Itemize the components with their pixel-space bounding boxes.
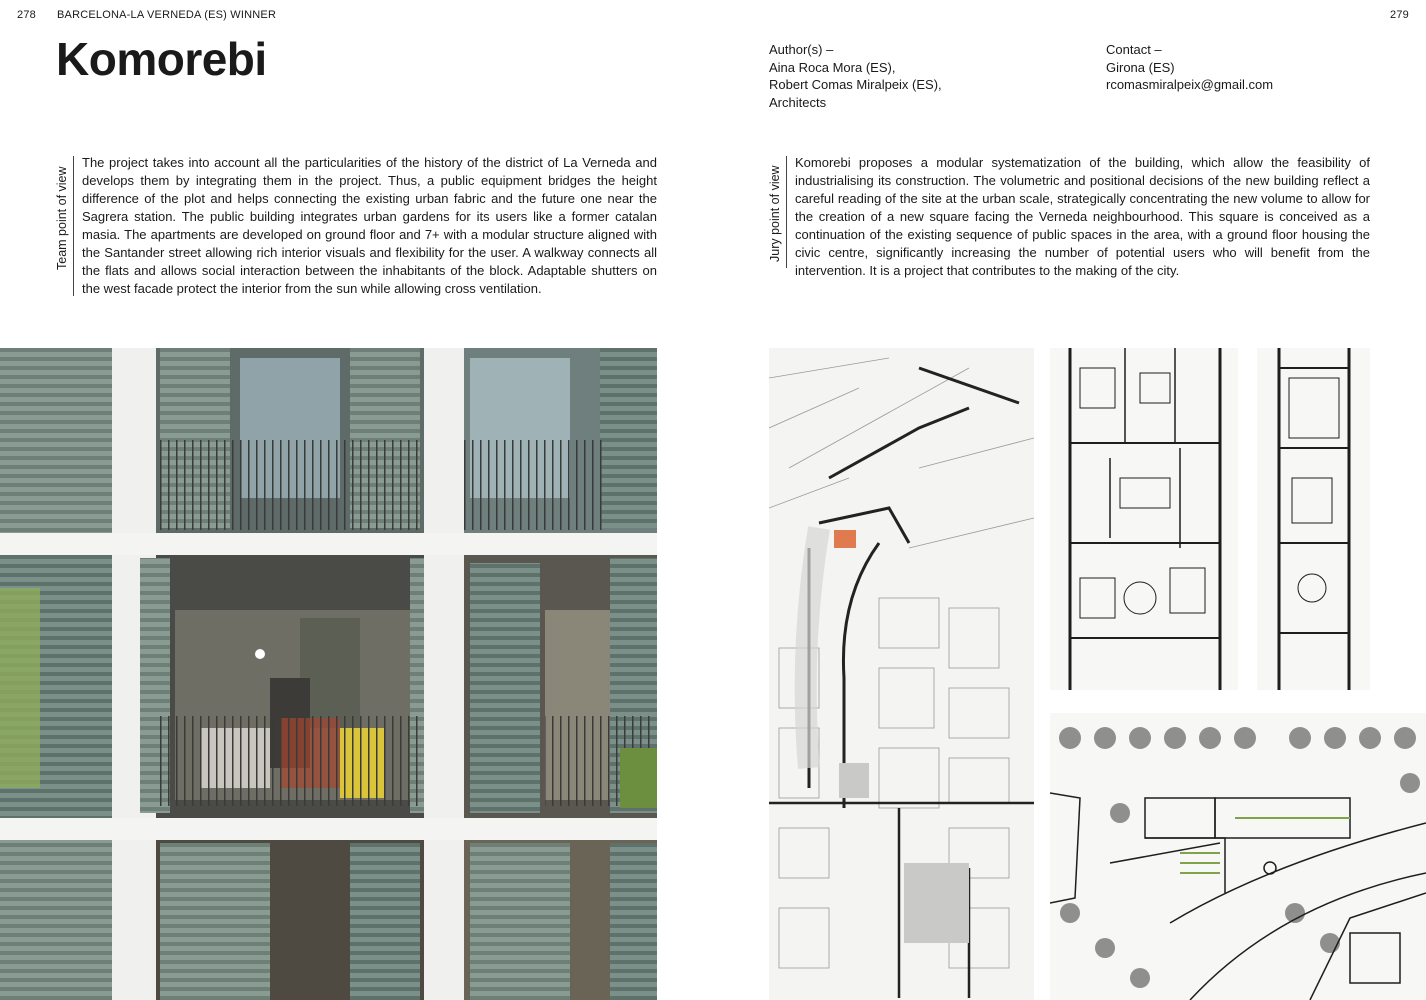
- author-line: Architects: [769, 94, 827, 110]
- jury-side-rule: [786, 156, 787, 268]
- contact-location: Girona (ES): [1106, 59, 1175, 75]
- section-header: BARCELONA-LA VERNEDA (ES) WINNER: [57, 9, 277, 21]
- author-line: Robert Comas Miralpeix (ES),: [769, 77, 942, 92]
- team-side-rule: [73, 156, 74, 296]
- jury-text: Komorebi proposes a modular systematization of the building, which allow the feasibility of industrialising its construction. The volumetric and positional decisions of the new building reflect a careful reading of the site at the urban scale, strategically concentrating the new volume to allow for the creation of a new square facing the Verneda neighbourhood. This square is conceived as a continuation of the existing sequence of public spaces in the area, with a ground floor housing the civic centre, significantly increasing the number of potential users who will benefit from the intervention. It is a project that contributes to the making of the city.: [795, 155, 1370, 278]
- floor-plan-b: [1257, 348, 1370, 690]
- contact-block: [1106, 41, 1273, 94]
- authors-label: Author(s) –: [769, 42, 834, 57]
- right-page: [713, 0, 1426, 1000]
- floor-plan-a: [1050, 348, 1238, 690]
- site-plan: [769, 348, 1034, 1000]
- author-line: Aina Roca Mora (ES),: [769, 59, 896, 75]
- ground-floor-plan: [1050, 713, 1426, 1000]
- team-text: The project takes into account all the particularities of the history of the district of La Verneda and develops them by integrating them in the project. Thus, a public equipment bridges the height difference of the plot and helps connecting the existing urban fabric and the future one near the Sagrera station. The public building integrates urban gardens for its users like a former catalan masia. The apartments are developed on ground floor and 7+ with a modular structure aligned with the Santander street allowing rich interior visuals and flexibility for the user. A walkway connects all the flats and allows social interaction between the inhabitants of the block. Adaptable shutters on the west facade protect the interior from the sun while allowing cross ventilation.: [82, 155, 657, 296]
- contact-label: Contact –: [1106, 42, 1162, 57]
- project-title: Komorebi: [56, 33, 267, 85]
- page-number: 278: [17, 9, 36, 21]
- team-side-label: Team point of view: [55, 166, 69, 270]
- facade-render: [0, 348, 657, 1000]
- page-number: 279: [1390, 9, 1409, 21]
- contact-email: rcomasmiralpeix@gmail.com: [1106, 77, 1274, 92]
- authors-block: [769, 41, 942, 111]
- jury-side-label: Jury point of view: [768, 165, 782, 262]
